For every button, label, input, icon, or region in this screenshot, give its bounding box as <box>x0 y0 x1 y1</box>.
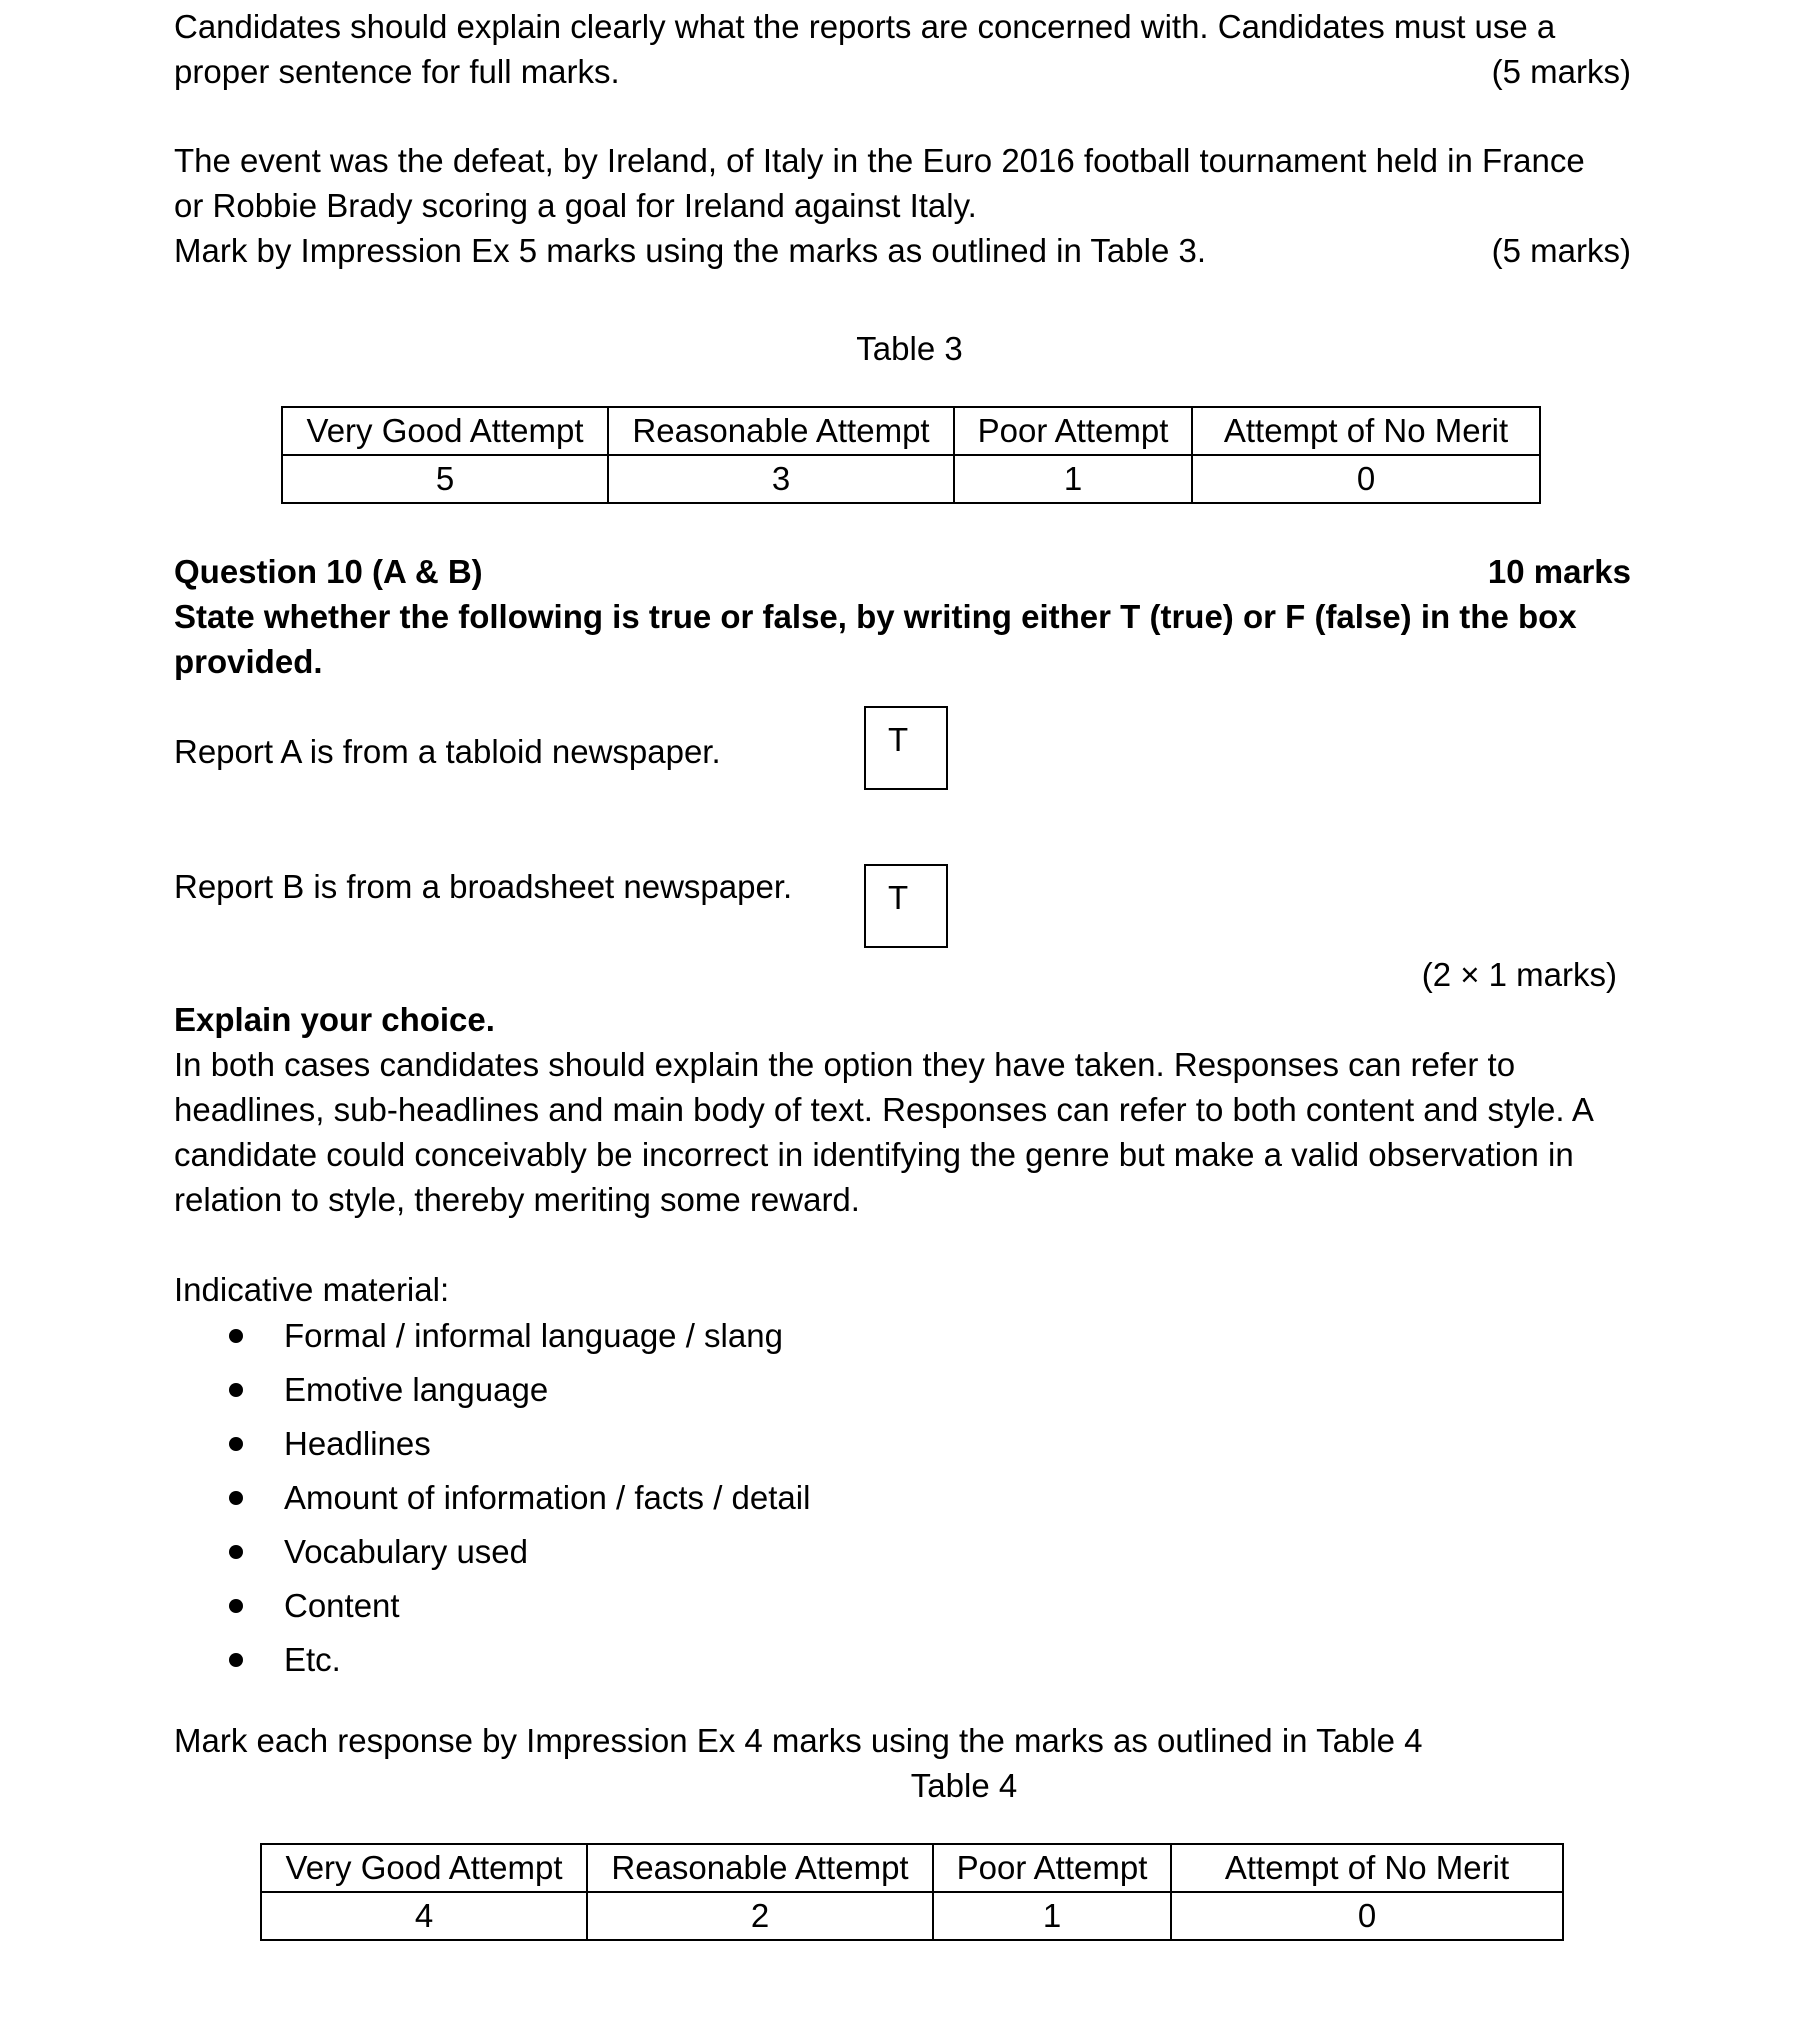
event-line-1: The event was the defeat, by Ireland, of Italy in the Euro 2016 football tournament held in France <box>174 142 1585 179</box>
table-4 <box>260 1843 1564 1941</box>
explain-line: relation to style, thereby meriting some reward. <box>174 1181 860 1218</box>
table-4-value-cell: 4 <box>261 1892 587 1940</box>
answer-value: T <box>888 879 909 916</box>
bullet-icon <box>229 1599 243 1613</box>
question-10-title: Question 10 (A & B) <box>174 553 483 590</box>
event-line-2: or Robbie Brady scoring a goal for Ireland against Italy. <box>174 187 977 224</box>
event-line-3: Mark by Impression Ex 5 marks using the marks as outlined in Table 3. <box>174 232 1207 269</box>
table-4-header-cell: Very Good Attempt <box>261 1844 587 1892</box>
intro-marks: (5 marks) <box>1491 53 1631 90</box>
bullet-icon <box>229 1329 243 1343</box>
question-10-marks: 10 marks <box>1487 553 1631 590</box>
table-4-intro: Mark each response by Impression Ex 4 marks using the marks as outlined in Table 4 <box>174 1722 1423 1759</box>
bullet-icon <box>229 1383 243 1397</box>
table-4-value-row <box>261 1892 1563 1940</box>
bullet-icon <box>229 1653 243 1667</box>
event-marks: (5 marks) <box>1491 232 1631 269</box>
true-false-marks: (2 × 1 marks) <box>1421 956 1617 993</box>
table-3 <box>281 406 1541 504</box>
list-item: Formal / informal language / slang <box>284 1317 783 1354</box>
table-3-header-cell: Very Good Attempt <box>282 407 608 455</box>
indicative-label: Indicative material: <box>174 1271 450 1308</box>
explain-line: headlines, sub-headlines and main body of text. Responses can refer to both content and style. A <box>174 1091 1594 1128</box>
bullet-icon <box>229 1437 243 1451</box>
bullet-icon <box>229 1491 243 1505</box>
table-4-header-cell: Attempt of No Merit <box>1171 1844 1563 1892</box>
table-4-header-cell: Reasonable Attempt <box>587 1844 933 1892</box>
explain-heading: Explain your choice. <box>174 1001 495 1038</box>
question-10-instruction-1: State whether the following is true or false, by writing either T (true) or F (false) in the box <box>174 598 1577 635</box>
table-4-value-cell: 0 <box>1171 1892 1563 1940</box>
list-item: Headlines <box>284 1425 431 1462</box>
table-3-header-cell: Attempt of No Merit <box>1192 407 1540 455</box>
list-item: Amount of information / facts / detail <box>284 1479 811 1516</box>
table-4-value-cell: 1 <box>933 1892 1171 1940</box>
table-3-header-row <box>282 407 1540 455</box>
list-item: Vocabulary used <box>284 1533 529 1570</box>
table-3-caption: Table 3 <box>856 330 963 367</box>
statement-report-b: Report B is from a broadsheet newspaper. <box>174 868 793 905</box>
list-item: Emotive language <box>284 1371 549 1408</box>
statement-report-a: Report A is from a tabloid newspaper. <box>174 733 721 770</box>
table-3-header-cell: Poor Attempt <box>954 407 1192 455</box>
table-4-value-cell: 2 <box>587 1892 933 1940</box>
answer-box-report-b[interactable] <box>864 864 948 948</box>
intro-line-1: Candidates should explain clearly what the reports are concerned with. Candidates must use a <box>174 8 1556 45</box>
table-3-value-cell: 1 <box>954 455 1192 503</box>
question-10-instruction-2: provided. <box>174 643 323 680</box>
explain-line: candidate could conceivably be incorrect in identifying the genre but make a valid observation in <box>174 1136 1574 1173</box>
answer-box-report-a[interactable] <box>864 706 948 790</box>
answer-value: T <box>888 721 909 758</box>
list-item: Content <box>284 1587 400 1624</box>
table-3-header-cell: Reasonable Attempt <box>608 407 954 455</box>
table-4-header-row <box>261 1844 1563 1892</box>
bullet-icon <box>229 1545 243 1559</box>
intro-line-2: proper sentence for full marks. <box>174 53 620 90</box>
table-3-value-cell: 3 <box>608 455 954 503</box>
table-3-value-cell: 5 <box>282 455 608 503</box>
list-item: Etc. <box>284 1641 341 1678</box>
table-4-caption: Table 4 <box>910 1767 1018 1804</box>
table-4-header-cell: Poor Attempt <box>933 1844 1171 1892</box>
table-3-value-cell: 0 <box>1192 455 1540 503</box>
table-3-value-row <box>282 455 1540 503</box>
explain-line: In both cases candidates should explain the option they have taken. Responses can refer to <box>174 1046 1516 1083</box>
